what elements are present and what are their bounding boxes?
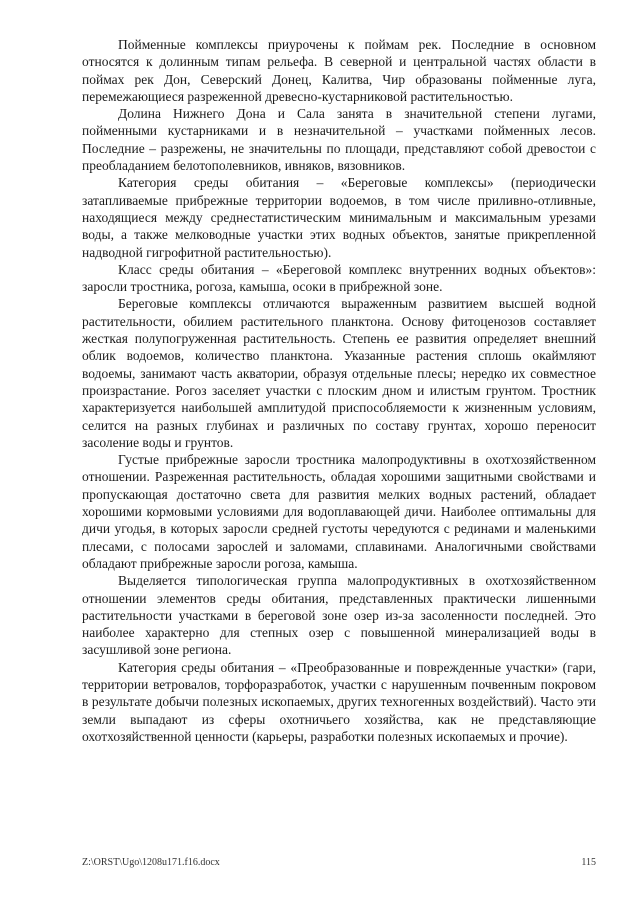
paragraph: Класс среды обитания – «Береговой комплекс внутренних водных объектов»: заросли тростника, рогоза, камыша, осоки в прибрежной зоне. xyxy=(82,261,596,295)
page-number: 115 xyxy=(581,857,596,868)
paragraph: Категория среды обитания – «Береговые комплексы» (периодически затапливаемые прибрежные территории водоемов, в том числе приливно-отливные, находящиеся между среднестатистическим минимальным и максимальным урезами воды, а также мелководные участки этих водных объектов, занятые прикрепленной надводной гигрофитной растительностью). xyxy=(82,175,596,260)
paragraph: Пойменные комплексы приурочены к поймам рек. Последние в основном относятся к долинным типам рельефа. В северной и центральной частях области в поймах рек Дон, Северский Донец, Калитва, Чир образованы пойменные луга, перемежающиеся разреженной древесно-кустарниковой растительностью. xyxy=(82,37,596,104)
paragraph: Береговые комплексы отличаются выраженным развитием высшей водной растительности, обилием растительного планктона. Основу фитоценозов составляет жесткая полупогруженная растительность. Степень ее развития определяет внешний облик водоемов, количество планктона. Указанные растения сплошь окаймляют водоемы, занимают часть акватории, образуя отдельные плесы; нередко их совместное произрастание. Рогоз заселяет участки с плоским дном и илистым грунтом. Тростник характеризуется наибольшей амплитудой приспособляемости к жизненным условиям, селится на разных глубинах и различных по составу грунтах, хорошо переносит засоление воды и грунтов. xyxy=(82,296,596,450)
paragraph: Густые прибрежные заросли тростника малопродуктивны в охотхозяйственном отношении. Разреженная растительность, обладая хорошими защитными свойствами и пропускающая достаточно света для развития мелких водных растений, обладает хорошими кормовыми условиями для водоплавающей дичи. Наиболее оптимальны для дичи угодья, в которых заросли средней густоты чередуются с рединами и маленькими плесами, с полосами зарослей и заломами, сплавинами. Аналогичными свойствами обладают прибрежные заросли рогоза, камыша. xyxy=(82,452,596,571)
paragraph: Выделяется типологическая группа малопродуктивных в охотхозяйственном отношении элементов среды обитания, представленных практически лишенными растительности участками в береговой зоне озер из-за засоленности последней. Это наиболее характерно для степных озер с повышенной минерализацией воды в засушливой зоне региона. xyxy=(82,573,596,658)
paragraph: Категория среды обитания – «Преобразованные и поврежденные участки» (гари, территории ветровалов, торфоразработок, участки с нарушенным почвенным покровом в результате добычи полезных ископаемых, других техногенных воздействий). Часто эти земли выпадают из сферы охотничьего хозяйства, как не представляющие охотхозяйственной ценности (карьеры, разработки полезных ископаемых и прочие). xyxy=(82,659,596,744)
paragraph: Долина Нижнего Дона и Сала занята в значительной степени лугами, пойменными кустарниками и в незначительной – участками пойменных лесов. Последние – разрежены, не значительны по площади, представляют собой древостои с преобладанием белотополевников, ивняков, вязовников. xyxy=(82,106,596,174)
footer-file-path: Z:\ORST\Ugo\1208u171.f16.docx xyxy=(82,857,220,868)
body-text xyxy=(82,36,596,745)
